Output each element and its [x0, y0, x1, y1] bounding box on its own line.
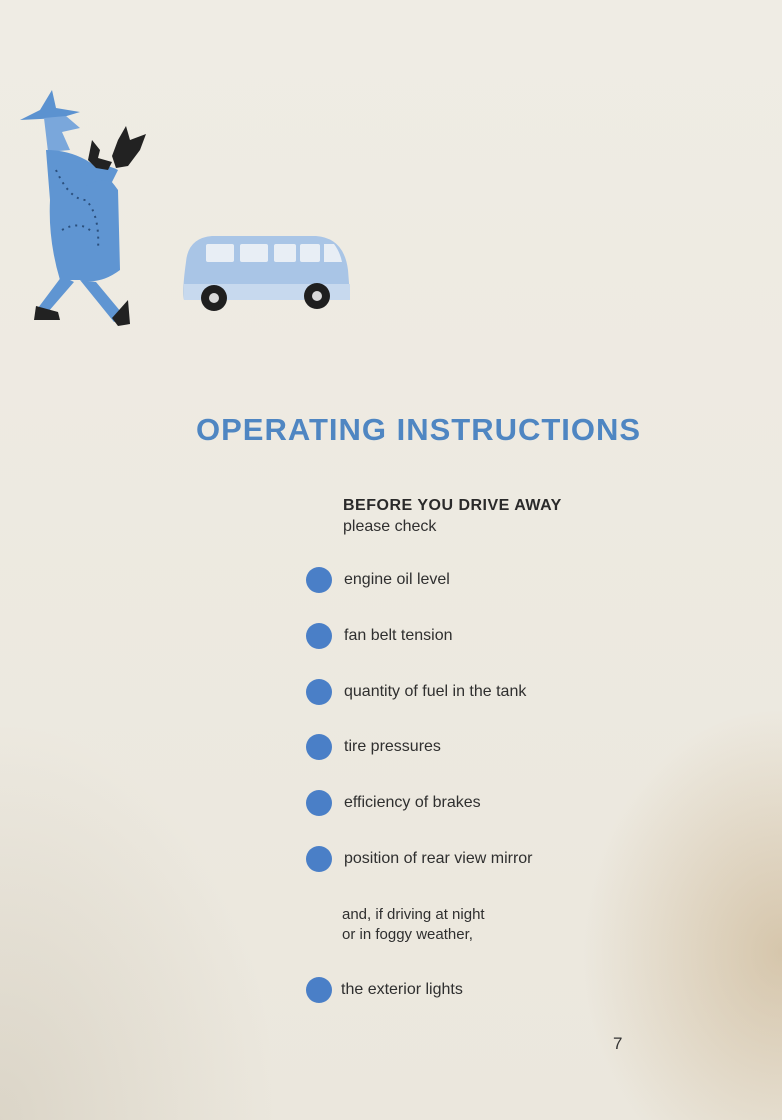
bullet-icon	[306, 567, 332, 593]
list-item	[306, 679, 626, 709]
list-item-label: fan belt tension	[344, 627, 453, 644]
list-item	[306, 567, 626, 597]
bullet-icon	[306, 734, 332, 760]
list-item-label: efficiency of brakes	[344, 794, 481, 811]
list-item-label: position of rear view mirror	[344, 850, 533, 867]
list-item	[306, 790, 626, 820]
note-line: or in foggy weather,	[342, 926, 473, 943]
page-number: 7	[613, 1034, 623, 1053]
list-item-label: engine oil level	[344, 571, 450, 588]
list-item-label: tire pressures	[344, 738, 441, 755]
list-item-label: the exterior lights	[341, 981, 463, 998]
night-fog-note	[342, 905, 602, 945]
bullet-icon	[306, 846, 332, 872]
list-item	[306, 623, 626, 653]
list-item-label: quantity of fuel in the tank	[344, 683, 527, 700]
note-line: and, if driving at night	[342, 906, 485, 923]
list-item-exterior-lights	[306, 977, 626, 1007]
illustration	[0, 0, 380, 340]
bullet-icon	[306, 977, 332, 1003]
section-subheading: please check	[343, 518, 437, 535]
section-heading: BEFORE YOU DRIVE AWAY	[343, 497, 562, 514]
bullet-icon	[306, 679, 332, 705]
bullet-icon	[306, 790, 332, 816]
list-item	[306, 846, 626, 876]
man-walking-icon	[20, 90, 146, 326]
bullet-icon	[306, 623, 332, 649]
list-item	[306, 734, 626, 764]
vw-bus-icon	[183, 236, 350, 311]
page-title: OPERATING INSTRUCTIONS	[196, 412, 642, 447]
